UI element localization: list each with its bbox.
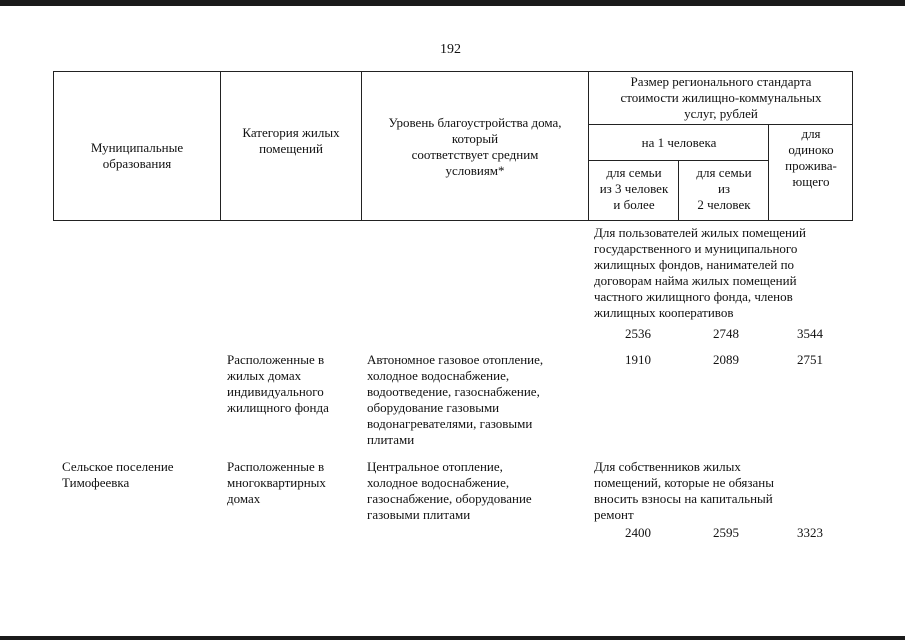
header-per-person: на 1 человека (641, 135, 717, 150)
row2-value-single: 2751 (797, 352, 823, 367)
block1-value-single: 3544 (797, 326, 823, 341)
header-family2: для семьи из 2 человек (696, 165, 752, 212)
row3-municipal: Сельское поселение Тимофеевка (62, 459, 174, 490)
row3-value-family3: 2400 (625, 525, 651, 540)
row2-category: Расположенные в жилых домах индивидуального жилищного фонда (227, 352, 329, 415)
row3-value-single: 3323 (797, 525, 823, 540)
header-family3: для семьи из 3 человек и более (599, 165, 669, 212)
block1-value-family2: 2748 (713, 326, 739, 341)
page-number: 192 (440, 42, 461, 57)
top-scan-border (0, 0, 905, 6)
header-standard: Размер регионального стандарта стоимости жилищно-коммунальных услуг, рублей (620, 74, 822, 121)
row3-category: Расположенные в многоквартирных домах (227, 459, 326, 506)
row2-value-family2: 2089 (713, 352, 739, 367)
bottom-scan-border (0, 636, 905, 640)
row3-level: Центральное отопление, холодное водоснабжение, газоснабжение, оборудование газовыми плитами (367, 459, 532, 522)
block1-note: Для пользователей жилых помещений государственного и муниципального жилищных фондов, нанимателей по договорам найма жилых помещений частного жилищного фонда, членов жилищных кооперативов (594, 225, 806, 320)
row3-value-family2: 2595 (713, 525, 739, 540)
header-municipal: Муниципальные образования (90, 140, 184, 171)
row3-note: Для собственников жилых помещений, которые не обязаны вносить взносы на капитальный ремонт (594, 459, 774, 522)
row2-level: Автономное газовое отопление, холодное водоснабжение, водоотведение, газоснабжение, оборудование газовыми водонагревателями, газовыми плитами (367, 352, 544, 447)
header-level: Уровень благоустройства дома, который соответствует средним условиям* (388, 115, 562, 178)
header-category: Категория жилых помещений (242, 125, 340, 156)
header-single: для одиноко прожива- ющего (785, 126, 837, 189)
row2-value-family3: 1910 (625, 352, 651, 367)
block1-value-family3: 2536 (625, 326, 651, 341)
